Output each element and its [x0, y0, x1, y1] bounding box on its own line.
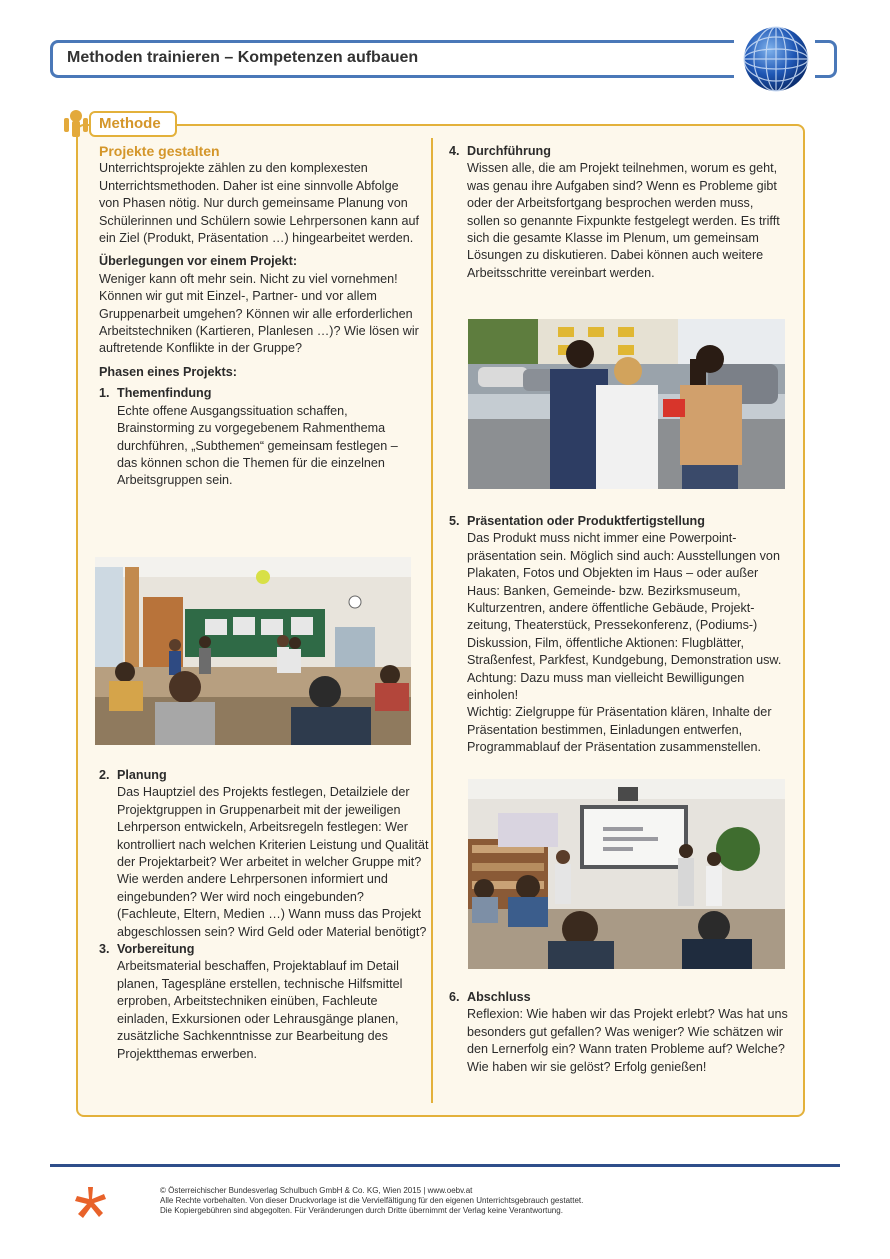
- right-column: [449, 143, 789, 282]
- phase-2-heading: 2. Planung: [99, 768, 167, 782]
- phase-5-text: Das Produkt muss nicht immer eine Powerpoint-präsentation sein. Möglich sind auch: Ausstellungen von Plakaten, Fotos und Objekten im Haus – oder außer Haus: Banken, Gemeinde- bzw. Bezirksmuseum, Kulturzentren, andere öffentliche Gebäude, Projekt-zeitung, Theaterstück, Pressekonferenz, (Podiums-) Diskussion, Film, öffentliche Aktionen: Flugblätter, Straßenfest, Parkfest, Kundgebung, Demonstration usw. Achtung: Dazu muss man vielleicht Bewilligungen einholen!: [467, 531, 782, 703]
- page-title: Methoden trainieren – Kompetenzen aufbauen: [67, 49, 419, 66]
- phase-1-text: Echte offene Ausgangssituation schaffen, Brainstorming zu vorgegebenem Rahmenthema durchführen, „Subthemen“ gemeinsam festlegen – das können schon die Themen für die einzelnen Arbeitsgruppen sein.: [117, 403, 398, 488]
- section-title: Projekte gestalten: [99, 143, 220, 159]
- phases-heading: Phasen eines Projekts:: [99, 364, 237, 379]
- right-column-middle: [449, 513, 789, 757]
- footer-copyright: [160, 1186, 583, 1216]
- footer-line-1: © Österreichischer Bundesverlag Schulbuch GmbH & Co. KG, Wien 2015 | www.oebv.at: [160, 1186, 473, 1195]
- footer-rule: [50, 1164, 840, 1167]
- globe-icon: [742, 25, 810, 93]
- publisher-logo-icon: [72, 1185, 108, 1221]
- phase-5-heading: 5. Präsentation oder Produktfertigstellung: [449, 514, 705, 528]
- phase-4-heading: 4. Durchführung: [449, 144, 551, 158]
- footer-line-2: Alle Rechte vorbehalten. Von dieser Druckvorlage ist die Vervielfältigung für den eigenen Unterrichtsgebrauch gestattet.: [160, 1196, 584, 1205]
- column-divider: [431, 138, 433, 1103]
- phase-3-heading: 3. Vorbereitung: [99, 942, 195, 957]
- phase-6-text: Reflexion: Wie haben wir das Projekt erlebt? Was hat uns besonders gut gefallen? Was weniger? Wie schätzen wir den Lernerfolg ein? Wann traten Probleme auf? Welche? Wie haben wir sie gelöst? Erfolg genießen!: [467, 1007, 788, 1074]
- method-tag: Methode: [89, 111, 177, 137]
- considerations-heading: Überlegungen vor einem Projekt:: [99, 254, 298, 269]
- outdoor-photo: [468, 319, 785, 489]
- left-column-lower: [99, 767, 429, 1063]
- phase-5-text-important: Wichtig: Zielgruppe für Präsentation klären, Inhalte der Präsentation bestimmen, Einladungen entwerfen, Programmablauf der Präsentation zusammenstellen.: [467, 705, 772, 755]
- phase-6-heading: 6. Abschluss: [449, 990, 531, 1004]
- phase-4-text: Wissen alle, die am Projekt teilnehmen, worum es geht, was genau ihre Aufgaben sind? Wenn es Probleme gibt oder der Arbeitsfortgang besprochen werden muss, sollen so genannte Fixpunkte festgelegt werden. Es trifft sich die gesamte Klasse im Plenum, um gemeinsam Lösungen zu diskutieren. Dabei können auch weitere Arbeitsschritte vereinbart werden.: [467, 161, 780, 280]
- left-column: [99, 143, 421, 490]
- footer-line-3: Die Kopiergebühren sind abgegolten. Für Veränderungen durch Dritte übernimmt der Verlag keine Verantwortung.: [160, 1206, 563, 1215]
- intro-text: Unterrichtsprojekte zählen zu den komplexesten Unterrichtsmethoden. Daher ist eine sinnvolle Abfolge von Phasen nötig. Nur durch gemeinsame Planung von Schülerinnen und Schülern sowie Lehrpersonen kann auf ein Ziel (Produkt, Präsentation …) hingearbeitet werden.: [99, 161, 419, 246]
- header-frame-right: [815, 40, 837, 78]
- considerations-text: Weniger kann oft mehr sein. Nicht zu viel vornehmen! Können wir gut mit Einzel-, Partner- und vor allem Gruppenarbeit umgehen? Können wir alle erforderlichen Arbeitstechniken (Kartieren, Planlesen …)? Wie lösen wir auftretende Konflikte in der Gruppe?: [99, 271, 419, 356]
- phase-3-text: Arbeitsmaterial beschaffen, Projektablauf im Detail planen, Tagespläne erstellen, technische Hilfsmittel erproben, Arbeitstechniken einüben, Fachleute einladen, Exkursionen oder Lehrausgänge planen, zusätzliche Sachkenntnisse zur Bearbeitung des Projektthemas erwerben.: [117, 959, 403, 1061]
- right-column-lower: [449, 989, 789, 1076]
- classroom-photo: [95, 557, 411, 745]
- phase-1-heading: 1. Themenfindung: [99, 386, 212, 401]
- key-person-icon: [62, 109, 90, 139]
- phase-2-text: Das Hauptziel des Projekts festlegen, Detailziele der Projektgruppen in Gruppenarbeit mit der jeweiligen Lehrperson entwickeln, Arbeitsregeln festlegen: Wer kontrolliert nach welchen Kriterien Leistung und Qualität der Projektarbeit? Wer arbeitet in welcher Gruppe mit? Wie werden andere Lehrpersonen informiert und eingebunden? Wer wird noch eingebunden? (Fachleute, Eltern, Medien …) Wann muss das Projekt abgeschlossen sein? Wird Geld oder Material benötigt?: [117, 785, 429, 939]
- presentation-photo: [468, 779, 785, 969]
